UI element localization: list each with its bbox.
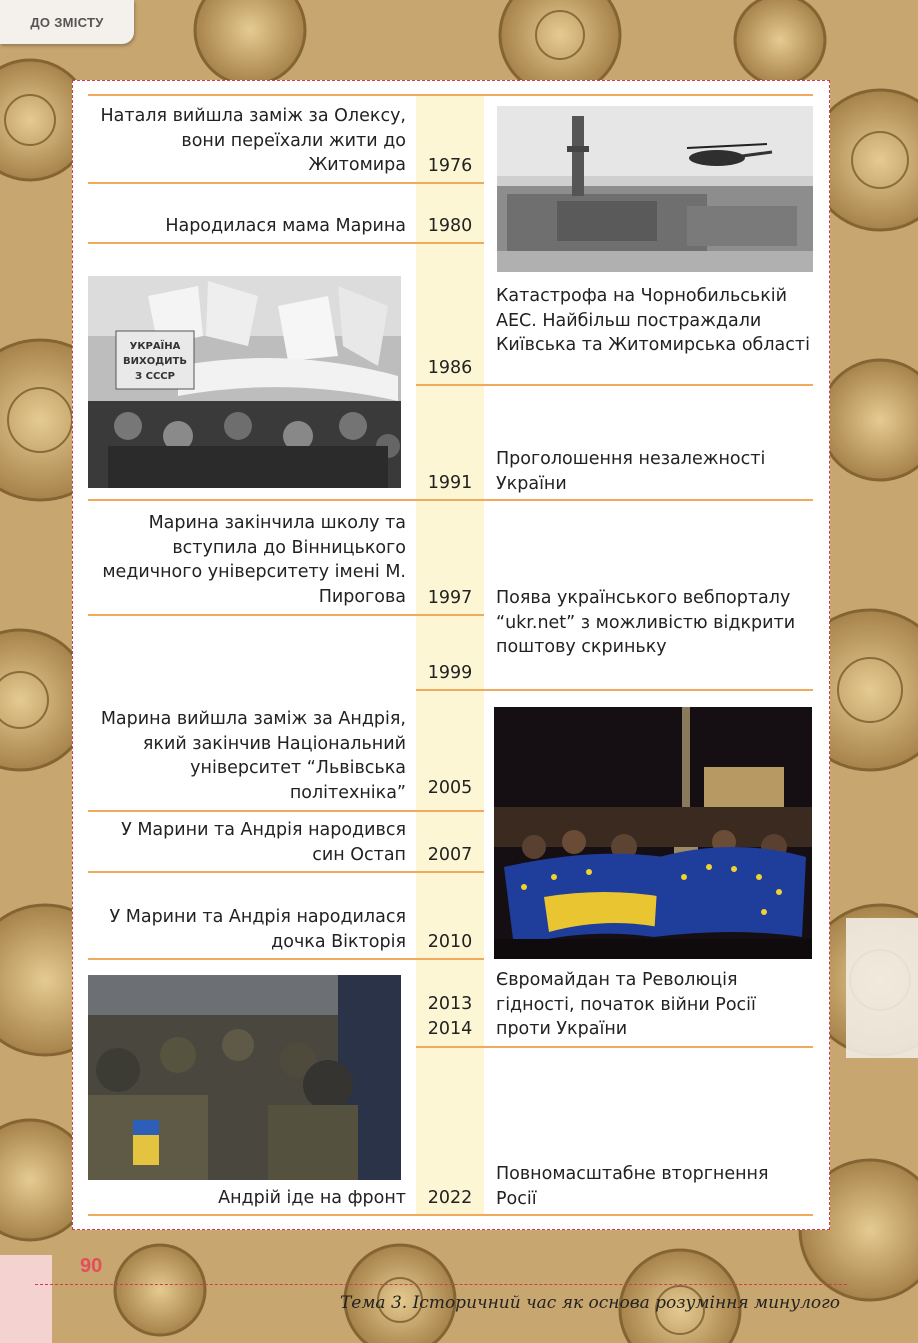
page-number: 90 — [80, 1255, 103, 1277]
rule — [88, 958, 484, 960]
rule — [88, 182, 484, 184]
rule — [416, 384, 813, 386]
event-text-1991: Проголошення незалежності України — [496, 449, 766, 494]
year-2022: 2022 — [427, 1188, 473, 1208]
year-1980: 1980 — [427, 216, 473, 236]
footer-divider — [35, 1284, 847, 1285]
svg-text:ВИХОДИТЬ: ВИХОДИТЬ — [123, 356, 187, 367]
event-text-1980: Народилася мама Марина — [165, 216, 406, 236]
year-2013: 2013 — [427, 994, 473, 1014]
event-text-2022-right: Повномасштабне вторгнення Росії — [496, 1164, 769, 1209]
svg-text:УКРАЇНА: УКРАЇНА — [129, 341, 181, 352]
year-1976: 1976 — [427, 156, 473, 176]
event-text-2005: Марина вийшла заміж за Андрія, який закінчив Національний університет “Львівська політехніка” — [100, 709, 406, 803]
year-1999: 1999 — [427, 663, 473, 683]
soldiers-photo — [88, 975, 401, 1180]
chernobyl-photo — [497, 106, 813, 272]
rule — [88, 810, 484, 812]
rule — [88, 614, 484, 616]
euromaidan-photo — [494, 707, 812, 959]
event-text-2010: У Марини та Андрія народилася дочка Вікторія — [109, 907, 406, 952]
year-2007: 2007 — [427, 845, 473, 865]
rule — [88, 242, 484, 244]
year-1986: 1986 — [427, 358, 473, 378]
event-text-2007: У Марини та Андрія народився син Остап — [121, 820, 406, 865]
independence-rally-photo — [88, 276, 401, 488]
rule — [88, 499, 813, 501]
event-text-2022-left: Андрій іде на фронт — [218, 1188, 406, 1208]
toc-button[interactable]: ДО ЗМІСТУ — [0, 0, 134, 44]
event-text-1997: Марина закінчила школу та вступила до Вінницького медичного університету імені М. Пирогова — [102, 513, 406, 607]
year-2010: 2010 — [427, 932, 473, 952]
year-2014: 2014 — [427, 1019, 473, 1039]
rule — [416, 1046, 813, 1048]
rule — [416, 689, 813, 691]
event-text-1986: Катастрофа на Чорнобильській АЕС. Найбільш постраждали Київська та Житомирська області — [496, 286, 810, 356]
event-text-1976: Наталя вийшла заміж за Олексу, вони переїхали жити до Житомира — [100, 106, 406, 176]
rule — [88, 94, 813, 96]
event-text-2013-2014: Євромайдан та Революція гідності, початок війни Росії проти України — [496, 970, 756, 1040]
footer-topic: Тема 3. Історичний час як основа розуміння минулого — [339, 1293, 840, 1313]
event-text-1999: Поява українського вебпорталу “ukr.net” з можливістю відкрити поштову скриньку — [496, 588, 796, 658]
year-1991: 1991 — [427, 473, 473, 493]
svg-text:З СССР: З СССР — [135, 371, 175, 382]
rule — [88, 871, 484, 873]
rule — [88, 1214, 813, 1216]
year-1997: 1997 — [427, 588, 473, 608]
year-2005: 2005 — [427, 778, 473, 798]
